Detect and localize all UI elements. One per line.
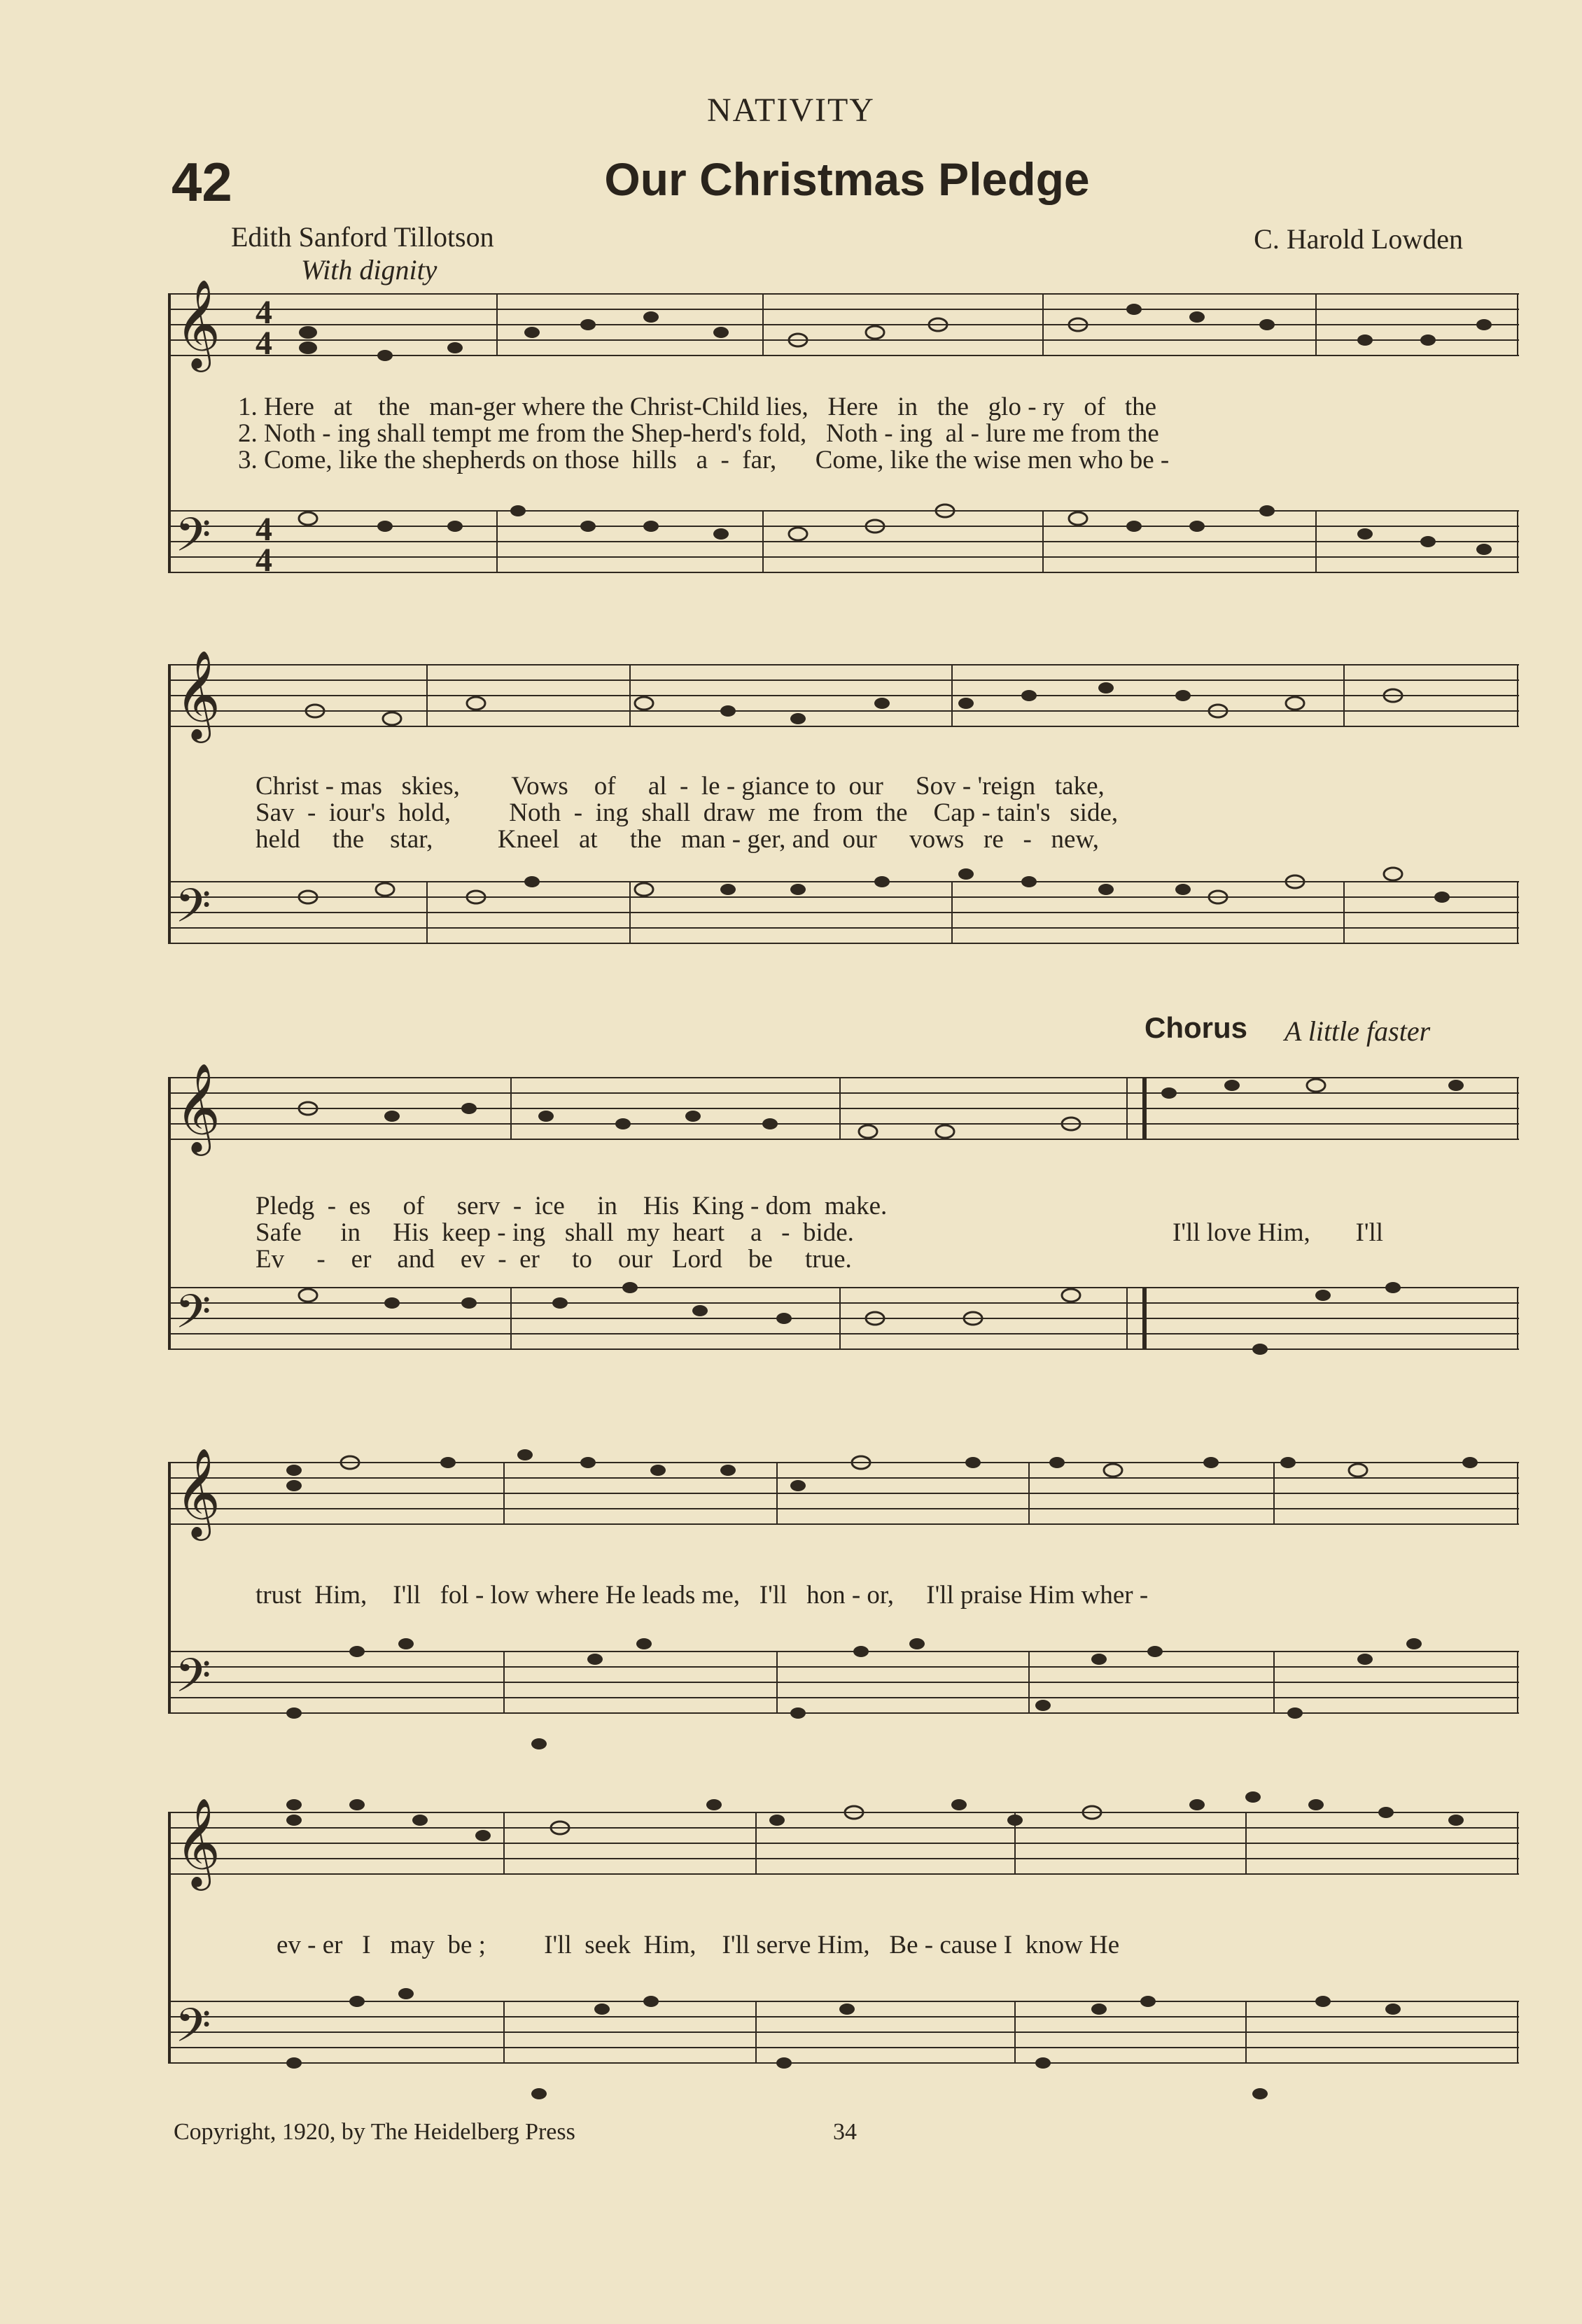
- svg-text:4: 4: [255, 511, 272, 548]
- music-system-3: [168, 1057, 1519, 1386]
- svg-text:𝄞: 𝄞: [175, 1065, 221, 1150]
- lyric-verse-3: 3. Come, like the shepherds on those hills a - far, Come, like the wise men who be -: [238, 446, 1170, 474]
- svg-text:𝄞: 𝄞: [175, 1450, 221, 1535]
- lyric-verse-3: Ev - er and ev - er to our Lord be true.: [255, 1245, 852, 1274]
- hymn-number: 42: [172, 151, 232, 213]
- svg-text:𝄢: 𝄢: [175, 2001, 211, 2063]
- lyric-verse-1: Christ - mas skies, Vows of al - le - giance to our Sov - 'reign take,: [255, 772, 1105, 801]
- music-system-2: [168, 651, 1519, 980]
- svg-text:𝄞: 𝄞: [175, 652, 221, 738]
- lyric-verse-1: 1. Here at the man-ger where the Christ-Child lies, Here in the glo - ry of the: [238, 393, 1157, 421]
- author-credit: Edith Sanford Tillotson: [231, 221, 494, 253]
- tempo-marking: With dignity: [301, 254, 438, 286]
- svg-text:𝄢: 𝄢: [175, 511, 211, 572]
- hymn-title: Our Christmas Pledge: [604, 153, 1090, 205]
- svg-text:𝄢: 𝄢: [175, 1652, 211, 1713]
- svg-text:4: 4: [255, 294, 272, 331]
- chorus-tempo-marking: A little faster: [1284, 1015, 1431, 1047]
- lyric-verse-2: 2. Noth - ing shall tempt me from the Shep-herd's fold, Noth - ing al - lure me from the: [238, 419, 1159, 448]
- svg-text:𝄢: 𝄢: [175, 1288, 211, 1349]
- svg-text:𝄢: 𝄢: [175, 882, 211, 943]
- svg-text:𝄞: 𝄞: [175, 281, 221, 367]
- refrain-lyric: I'll love Him, I'll: [1172, 1218, 1384, 1247]
- lyric-verse-2: Sav - iour's hold, Noth - ing shall draw me from the Cap - tain's side,: [255, 798, 1119, 827]
- chorus-label: Chorus: [1144, 1011, 1247, 1044]
- composer-credit: C. Harold Lowden: [1254, 223, 1463, 255]
- lyric-verse-3: held the star, Kneel at the man - ger, and our vows re - new,: [255, 825, 1100, 854]
- lyric-verse-2: Safe in His keep - ing shall my heart a - bide.: [255, 1218, 854, 1247]
- lyric-chorus-line-2: ev - er I may be ; I'll seek Him, I'll serve Him, Be - cause I know He: [276, 1931, 1120, 1959]
- svg-text:4: 4: [255, 542, 272, 579]
- music-system-5: [168, 1777, 1519, 2127]
- section-heading: NATIVITY: [707, 92, 875, 129]
- copyright-notice: Copyright, 1920, by The Heidelberg Press: [174, 2119, 575, 2145]
- svg-text:4: 4: [255, 325, 272, 362]
- music-system-1: [168, 280, 1519, 595]
- lyric-verse-1: Pledg - es of serv - ice in His King - dom make.: [255, 1192, 888, 1220]
- svg-text:𝄞: 𝄞: [175, 1800, 221, 1885]
- music-system-4: [168, 1428, 1519, 1777]
- lyric-chorus-line-1: trust Him, I'll fol - low where He leads me, I'll hon - or, I'll praise Him wher -: [255, 1581, 1149, 1610]
- page-number: 34: [833, 2119, 857, 2145]
